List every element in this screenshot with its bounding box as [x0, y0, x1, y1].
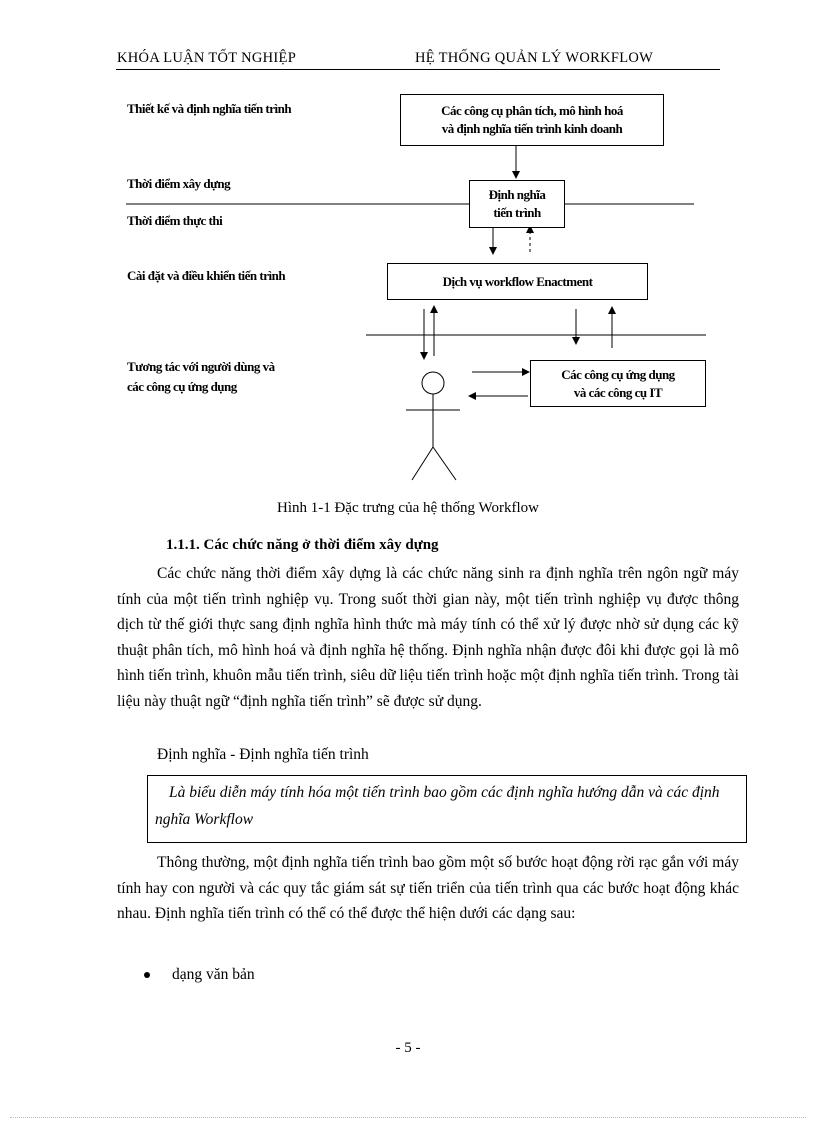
- bullet-dot-icon: [144, 972, 150, 978]
- paragraph-buildtime-functions: Các chức năng thời điểm xây dựng là các chức năng sinh ra định nghĩa trên ngôn ngữ máy tính của một tiến trình nghiệp vụ. Trong suốt thời gian này, một tiến trình nghiệp vụ được thông dịch từ thế giới thực sang định nghĩa hình thức mà máy tính có thể xử lý được nhờ sử dụng các kỹ thuật phân tích, mô hình hoá và định nghĩa hệ thống. Định nghĩa nhận được đôi khi được gọi là mô hình tiến trình, khuôn mẫu tiến trình, siêu dữ liệu tiến trình hoặc một định nghĩa tiến trình. Trong tài liệu này thuật ngữ “định nghĩa tiến trình” sẽ được sử dụng.: [117, 565, 739, 710]
- user-stick-figure-icon: [406, 372, 460, 480]
- label-interact-line2: các công cụ ứng dụng: [127, 379, 237, 394]
- workflow-diagram: [0, 0, 816, 490]
- figure-caption: Hình 1-1 Đặc trưng của hệ thống Workflow: [276, 500, 539, 516]
- label-design: Thiết kế và định nghĩa tiến trình: [127, 101, 292, 116]
- definition-title: Định nghĩa - Định nghĩa tiến trình: [157, 746, 369, 763]
- label-interact-line1: Tương tác với người dùng và: [127, 359, 275, 374]
- box-enactment-label: Dịch vụ workflow Enactment: [442, 273, 593, 289]
- definition-box-text: Là biểu diễn máy tính hóa một tiến trình bao gồm các định nghĩa hướng dẫn và các định nghĩa Workflow: [155, 784, 720, 828]
- box-process-definition-line2: tiến trình: [493, 205, 541, 220]
- paragraph-process-definition: Thông thường, một định nghĩa tiến trình bao gồm một số bước hoạt động rời rạc gắn với máy tính hay con người và các quy tắc giám sát sự tiến triển của tiến trình qua các bước hoạt động khác nhau. Định nghĩa tiến trình có thể có thể được thể hiện dưới các dạng sau:: [117, 854, 739, 922]
- label-install-control: Cài đặt và điều khiển tiến trình: [127, 268, 286, 283]
- header-right: HỆ THỐNG QUẢN LÝ WORKFLOW: [415, 50, 654, 66]
- box-app-tools-line1: Các công cụ ứng dụng: [561, 366, 675, 382]
- box-analysis-tools-line2: và định nghĩa tiến trình kinh doanh: [441, 121, 623, 136]
- box-process-definition-line1: Định nghĩa: [488, 187, 546, 202]
- section-heading: 1.1.1. Các chức năng ở thời điểm xây dựng: [166, 537, 439, 553]
- box-app-tools-line2: và các công cụ IT: [573, 384, 663, 400]
- label-run-time: Thời điểm thực thi: [127, 213, 223, 228]
- bullet-list: [138, 966, 255, 984]
- bullet-item: dạng văn bản: [172, 966, 255, 983]
- box-analysis-tools-line1: Các công cụ phân tích, mô hình hoá: [441, 103, 623, 118]
- box-app-tools: [530, 360, 706, 407]
- page-bottom-divider: [10, 1117, 806, 1118]
- definition-box: [147, 775, 747, 843]
- box-analysis-tools: [400, 94, 664, 146]
- box-enactment-service: [387, 263, 648, 300]
- box-process-definition: [469, 180, 565, 228]
- page-number: - 5 -: [395, 1040, 421, 1056]
- label-build-time: Thời điểm xây dựng: [127, 176, 231, 191]
- header-left: KHÓA LUẬN TỐT NGHIỆP: [117, 50, 297, 66]
